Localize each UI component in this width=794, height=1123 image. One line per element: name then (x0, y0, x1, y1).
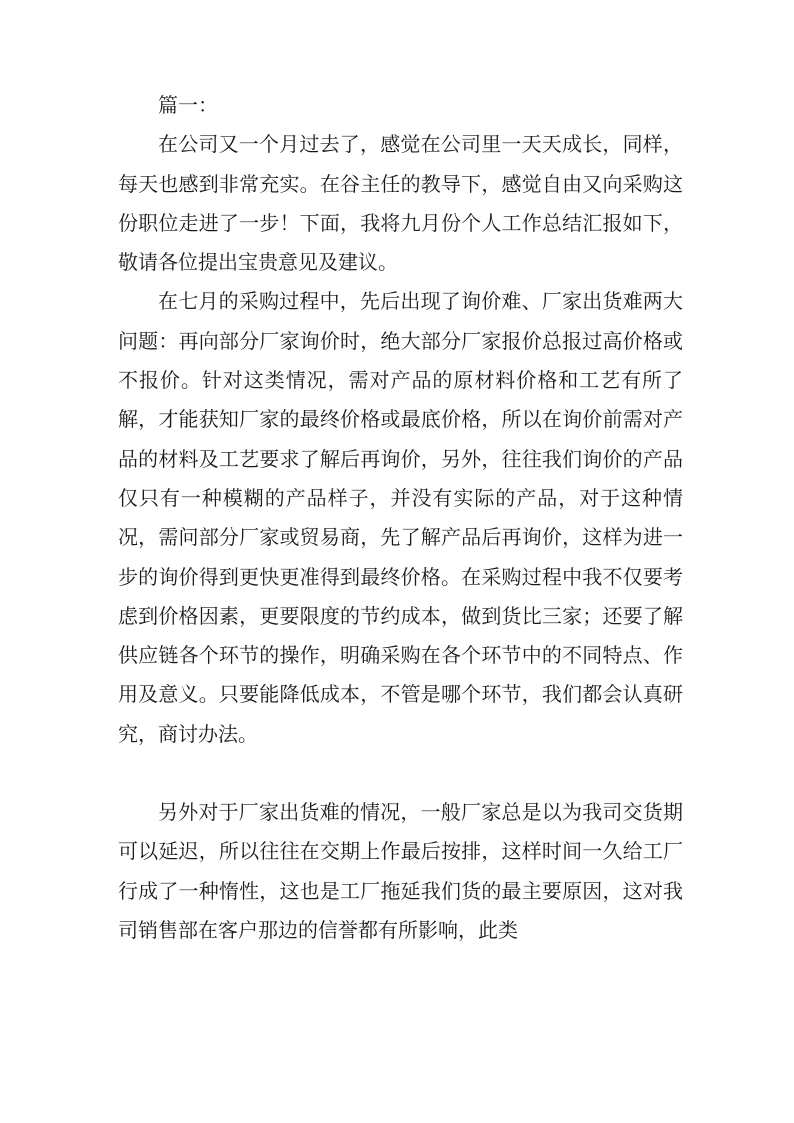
document-body (118, 86, 683, 950)
paragraph-1: 在公司又一个月过去了，感觉在公司里一天天成长，同样，每天也感到非常充实。在谷主任的教导下，感觉自由又向采购这份职位走进了一步！下面，我将九月份个人工作总结汇报如下，敬请各位提出宝贵意见及建议。 (118, 132, 683, 275)
paragraph-spacer (118, 754, 683, 793)
section-heading: 篇一： (158, 93, 218, 117)
paragraph-3: 另外对于厂家出货难的情况，一般厂家总是以为我司交货期可以延迟，所以往往在交期上作最后按排，这样时间一久给工厂行成了一种惰性，这也是工厂拖延我们货的最主要原因，这对我司销售部在客户那边的信誉都有所影响，此类 (118, 800, 683, 942)
paragraph-2: 在七月的采购过程中，先后出现了询价难、厂家出货难两大问题：再向部分厂家询价时，绝大部分厂家报价总报过高价格或不报价。针对这类情况，需对产品的原材料价格和工艺有所了解，才能获知厂家的最终价格或最底价格，所以在询价前需对产品的材料及工艺要求了解后再询价，另外，往往我们询价的产品仅只有一种模糊的产品样子，并没有实际的产品，对于这种情况，需问部分厂家或贸易商，先了解产品后再询价，这样为进一步的询价得到更快更准得到最终价格。在采购过程中我不仅要考虑到价格因素，更要限度的节约成本，做到货比三家；还要了解供应链各个环节的操作，明确采购在各个环节中的不同特点、作用及意义。只要能降低成本，不管是哪个环节，我们都会认真研究，商讨办法。 (118, 289, 683, 746)
